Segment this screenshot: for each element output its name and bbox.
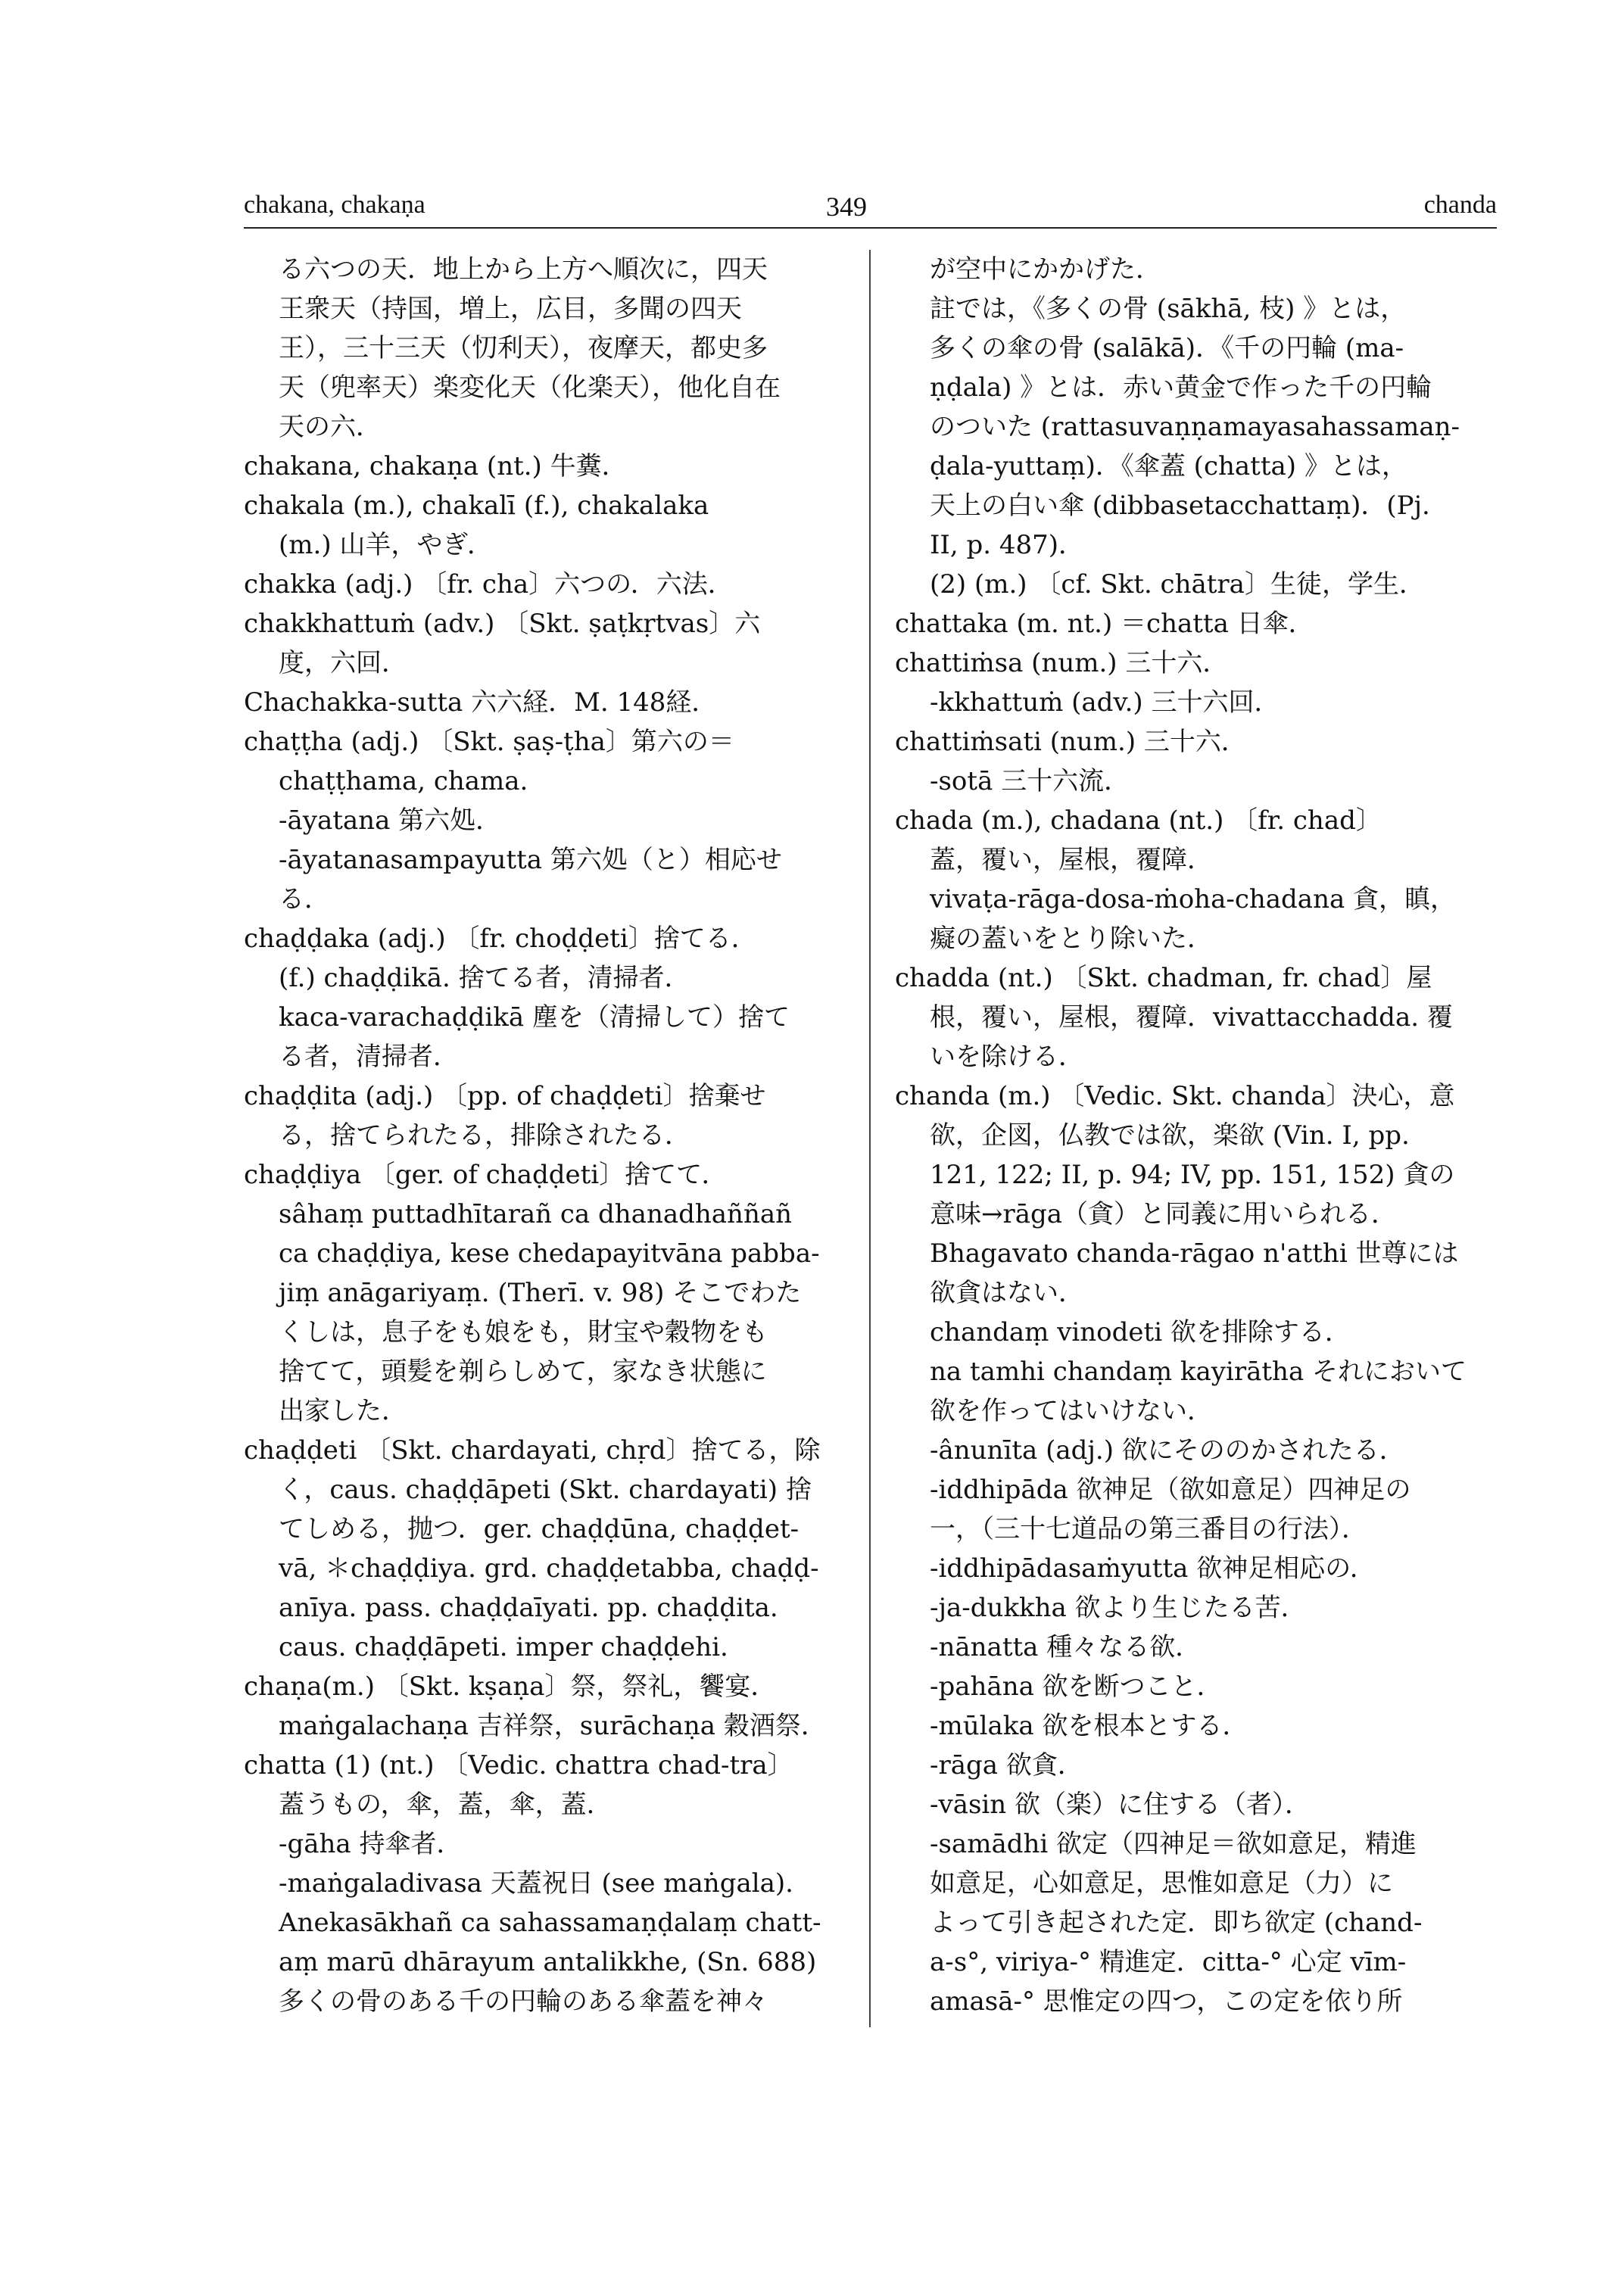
text-line: -mūlaka 欲を根本とする． bbox=[930, 1711, 1248, 1741]
text-line: 欲貪はない． bbox=[930, 1278, 1084, 1308]
text-line: 多くの傘の骨 (salākā)．《千の円輪 (ma- bbox=[930, 333, 1404, 363]
text-line: 天上の白い傘 (dibbasetacchattaṃ)．(Pj. bbox=[930, 491, 1430, 521]
text-line: -gāha 持傘者． bbox=[279, 1829, 463, 1859]
text-line: (2) (m.) 〔cf. Skt. chātra〕生徒，学生． bbox=[930, 569, 1425, 600]
text-line: ḍala-yuttaṃ)．《傘蓋 (chatta) 》とは， bbox=[930, 451, 1407, 481]
text-line: Anekasākhañ ca sahassamaṇḍalaṃ chatt- bbox=[279, 1908, 821, 1938]
text-line: vivaṭa-rāga-dosa-ṁoha-chadana 貪，瞋， bbox=[930, 884, 1457, 914]
text-line: chakka (adj.) 〔fr. cha〕六つの．六法． bbox=[244, 569, 734, 600]
text-line: maṅgalachaṇa 吉祥祭，surāchaṇa 穀酒祭． bbox=[279, 1711, 827, 1741]
text-line: chatta (1) (nt.) 〔Vedic. chattra chad-tra〕 bbox=[244, 1750, 793, 1781]
text-line: 蓋，覆い，屋根，覆障． bbox=[930, 845, 1213, 875]
running-head-right: chanda bbox=[1423, 191, 1497, 219]
text-line: よって引き起された定．即ち欲定 (chand- bbox=[930, 1908, 1423, 1938]
text-line: ṇḍala) 》とは．赤い黄金で作った千の円輪 bbox=[930, 372, 1432, 403]
page-number: 349 bbox=[826, 192, 867, 222]
text-line: る，捨てられたる，排除されたる． bbox=[279, 1120, 690, 1151]
text-line: caus. chaḍḍāpeti. imper chaḍḍehi. bbox=[279, 1632, 728, 1662]
header-rule bbox=[244, 227, 1497, 229]
text-line: kaca-varachaḍḍikā 塵を（清掃して）捨て bbox=[279, 1002, 790, 1033]
text-line: chattiṁsa (num.) 三十六． bbox=[895, 648, 1229, 678]
text-line: 意味→rāga（貪）と同義に用いられる． bbox=[930, 1199, 1398, 1229]
text-line: 一，（三十七道品の第三番目の行法）． bbox=[930, 1514, 1367, 1544]
text-line: 天（兜率天）楽変化天（化楽天），他化自在 bbox=[279, 372, 781, 403]
text-line: na tamhi chandaṃ kayirātha それにおいて bbox=[930, 1357, 1467, 1387]
text-line: 根，覆い，屋根，覆障．vivattacchadda. 覆 bbox=[930, 1002, 1453, 1033]
text-line: -iddhipādasaṁyutta 欲神足相応の． bbox=[930, 1553, 1376, 1584]
text-line: chattaka (m. nt.) ＝chatta 日傘． bbox=[895, 609, 1314, 639]
text-line: chakala (m.), chakalī (f.), chakalaka bbox=[244, 491, 709, 521]
text-line: chattiṁsati (num.) 三十六． bbox=[895, 727, 1247, 757]
text-line: chaḍḍaka (adj.) 〔fr. choḍḍeti〕捨てる． bbox=[244, 924, 757, 954]
text-line: 欲を作ってはいけない． bbox=[930, 1396, 1213, 1426]
text-line: -ânunīta (adj.) 欲にそののかされたる． bbox=[930, 1435, 1405, 1466]
text-line: いを除ける． bbox=[930, 1042, 1084, 1072]
text-line: 癡の蓋いをとり除いた． bbox=[930, 924, 1213, 954]
text-line: 如意足，心如意足，思惟如意足（力）に bbox=[930, 1868, 1393, 1899]
text-line: 捨てて，頭髪を剃らしめて，家なき状態に bbox=[279, 1357, 767, 1387]
text-line: chaḍḍeti 〔Skt. chardayati, chṛd〕捨てる，除 bbox=[244, 1435, 821, 1466]
text-line: chaṭṭhama, chama. bbox=[279, 766, 528, 796]
text-line: -pahāna 欲を断つこと． bbox=[930, 1671, 1223, 1702]
text-line: 121, 122; II, p. 94; IV, pp. 151, 152) 貪の bbox=[930, 1160, 1455, 1190]
text-line: 多くの骨のある千の円輪のある傘蓋を神々 bbox=[279, 1986, 768, 2017]
text-line: 王），三十三天（忉利天），夜摩天，都史多 bbox=[279, 333, 768, 363]
text-line: sâhaṃ puttadhītarañ ca dhanadhaññañ bbox=[279, 1199, 793, 1229]
text-line: anīya. pass. chaḍḍaīyati. pp. chaḍḍita. bbox=[279, 1593, 778, 1623]
column-divider bbox=[869, 250, 871, 2027]
text-line: chaṭṭha (adj.) 〔Skt. ṣaṣ-ṭha〕第六の＝ bbox=[244, 727, 734, 757]
text-line: く，caus. chaḍḍāpeti (Skt. chardayati) 捨 bbox=[279, 1475, 812, 1505]
text-line: amasā-° 思惟定の四つ，この定を依り所 bbox=[930, 1986, 1403, 2017]
text-line: る． bbox=[279, 884, 330, 914]
text-line: ca chaḍḍiya, kese chedapayitvāna pabba- bbox=[279, 1238, 820, 1269]
text-line: chandaṃ vinodeti 欲を排除する． bbox=[930, 1317, 1351, 1347]
text-line: る者，清掃者． bbox=[279, 1042, 459, 1072]
text-line: くしは，息子をも娘をも，財宝や穀物をも bbox=[279, 1317, 768, 1347]
text-line: てしめる，抛つ．ger. chaḍḍūna, chaḍḍet- bbox=[279, 1514, 800, 1544]
text-line: Chachakka-sutta 六六経．M. 148経． bbox=[244, 687, 718, 718]
text-line: る六つの天．地上から上方へ順次に，四天 bbox=[279, 254, 768, 285]
text-line: chanda (m.) 〔Vedic. Skt. chanda〕決心，意 bbox=[895, 1081, 1455, 1111]
text-line: -iddhipāda 欲神足（欲如意足）四神足の bbox=[930, 1475, 1411, 1505]
text-line: 蓋うもの，傘，蓋，傘，蓋． bbox=[279, 1790, 613, 1820]
text-line: jiṃ anāgariyaṃ. (Therī. v. 98) そこでわた bbox=[279, 1278, 802, 1308]
text-line: -āyatana 第六処． bbox=[279, 805, 502, 836]
text-line: が空中にかかげた． bbox=[930, 254, 1161, 285]
text-line: -āyatanasampayutta 第六処（と）相応せ bbox=[279, 845, 782, 875]
text-line: 王衆天（持国，増上，広目，多聞の四天 bbox=[279, 294, 742, 324]
text-line: (m.) 山羊，やぎ． bbox=[279, 530, 494, 560]
text-line: 度，六回． bbox=[279, 648, 407, 678]
text-line: 欲，企図，仏教では欲，楽欲 (Vin. I, pp. bbox=[930, 1120, 1410, 1151]
text-line: -rāga 欲貪． bbox=[930, 1750, 1083, 1781]
text-line: -samādhi 欲定（四神足＝欲如意足，精進 bbox=[930, 1829, 1417, 1859]
running-head-left: chakana, chakaṇa bbox=[244, 191, 425, 219]
text-line: 出家した． bbox=[279, 1396, 407, 1426]
text-line: (f.) chaḍḍikā. 捨てる者，清掃者． bbox=[279, 963, 690, 993]
text-line: のついた (rattasuvaṇṇamayasahassamaṇ- bbox=[930, 412, 1460, 442]
text-line: a-s°, viriya-° 精進定．citta-° 心定 vīm- bbox=[930, 1947, 1407, 1977]
text-line: -maṅgaladivasa 天蓋祝日 (see maṅgala). bbox=[279, 1868, 793, 1899]
text-line: -kkhattuṁ (adv.) 三十六回． bbox=[930, 687, 1280, 718]
text-line: -ja-dukkha 欲より生じたる苦． bbox=[930, 1593, 1307, 1623]
text-line: chaḍḍiya 〔ger. of chaḍḍeti〕捨てて． bbox=[244, 1160, 728, 1190]
text-line: chaṇa(m.) 〔Skt. kṣaṇa〕祭，祭礼，饗宴． bbox=[244, 1671, 777, 1702]
text-line: -sotā 三十六流． bbox=[930, 766, 1130, 796]
text-line: chada (m.), chadana (nt.) 〔fr. chad〕 bbox=[895, 805, 1382, 836]
text-line: Bhagavato chanda-rāgao n'atthi 世尊には bbox=[930, 1238, 1459, 1269]
text-line: 天の六． bbox=[279, 412, 382, 442]
text-line: aṃ marū dhārayum antalikkhe, (Sn. 688) bbox=[279, 1947, 817, 1977]
right-column bbox=[895, 250, 1501, 2036]
text-line: chakana, chakaṇa (nt.) 牛糞． bbox=[244, 451, 628, 481]
text-line: II, p. 487)． bbox=[930, 530, 1085, 560]
text-line: -nānatta 種々なる欲． bbox=[930, 1632, 1202, 1662]
text-line: chadda (nt.) 〔Skt. chadman, fr. chad〕屋 bbox=[895, 963, 1432, 993]
text-line: chaḍḍita (adj.) 〔pp. of chaḍḍeti〕捨棄せ bbox=[244, 1081, 766, 1111]
text-line: vā, ＊chaḍḍiya. grd. chaḍḍetabba, chaḍḍ- bbox=[279, 1553, 819, 1584]
text-line: chakkhattuṁ (adv.) 〔Skt. ṣaṭkṛtvas〕六 bbox=[244, 609, 761, 639]
left-column bbox=[244, 250, 849, 2036]
text-line: -vāsin 欲（楽）に住する（者）． bbox=[930, 1790, 1311, 1820]
text-line: 註では，《多くの骨 (sākhā, 枝) 》とは， bbox=[930, 294, 1407, 324]
